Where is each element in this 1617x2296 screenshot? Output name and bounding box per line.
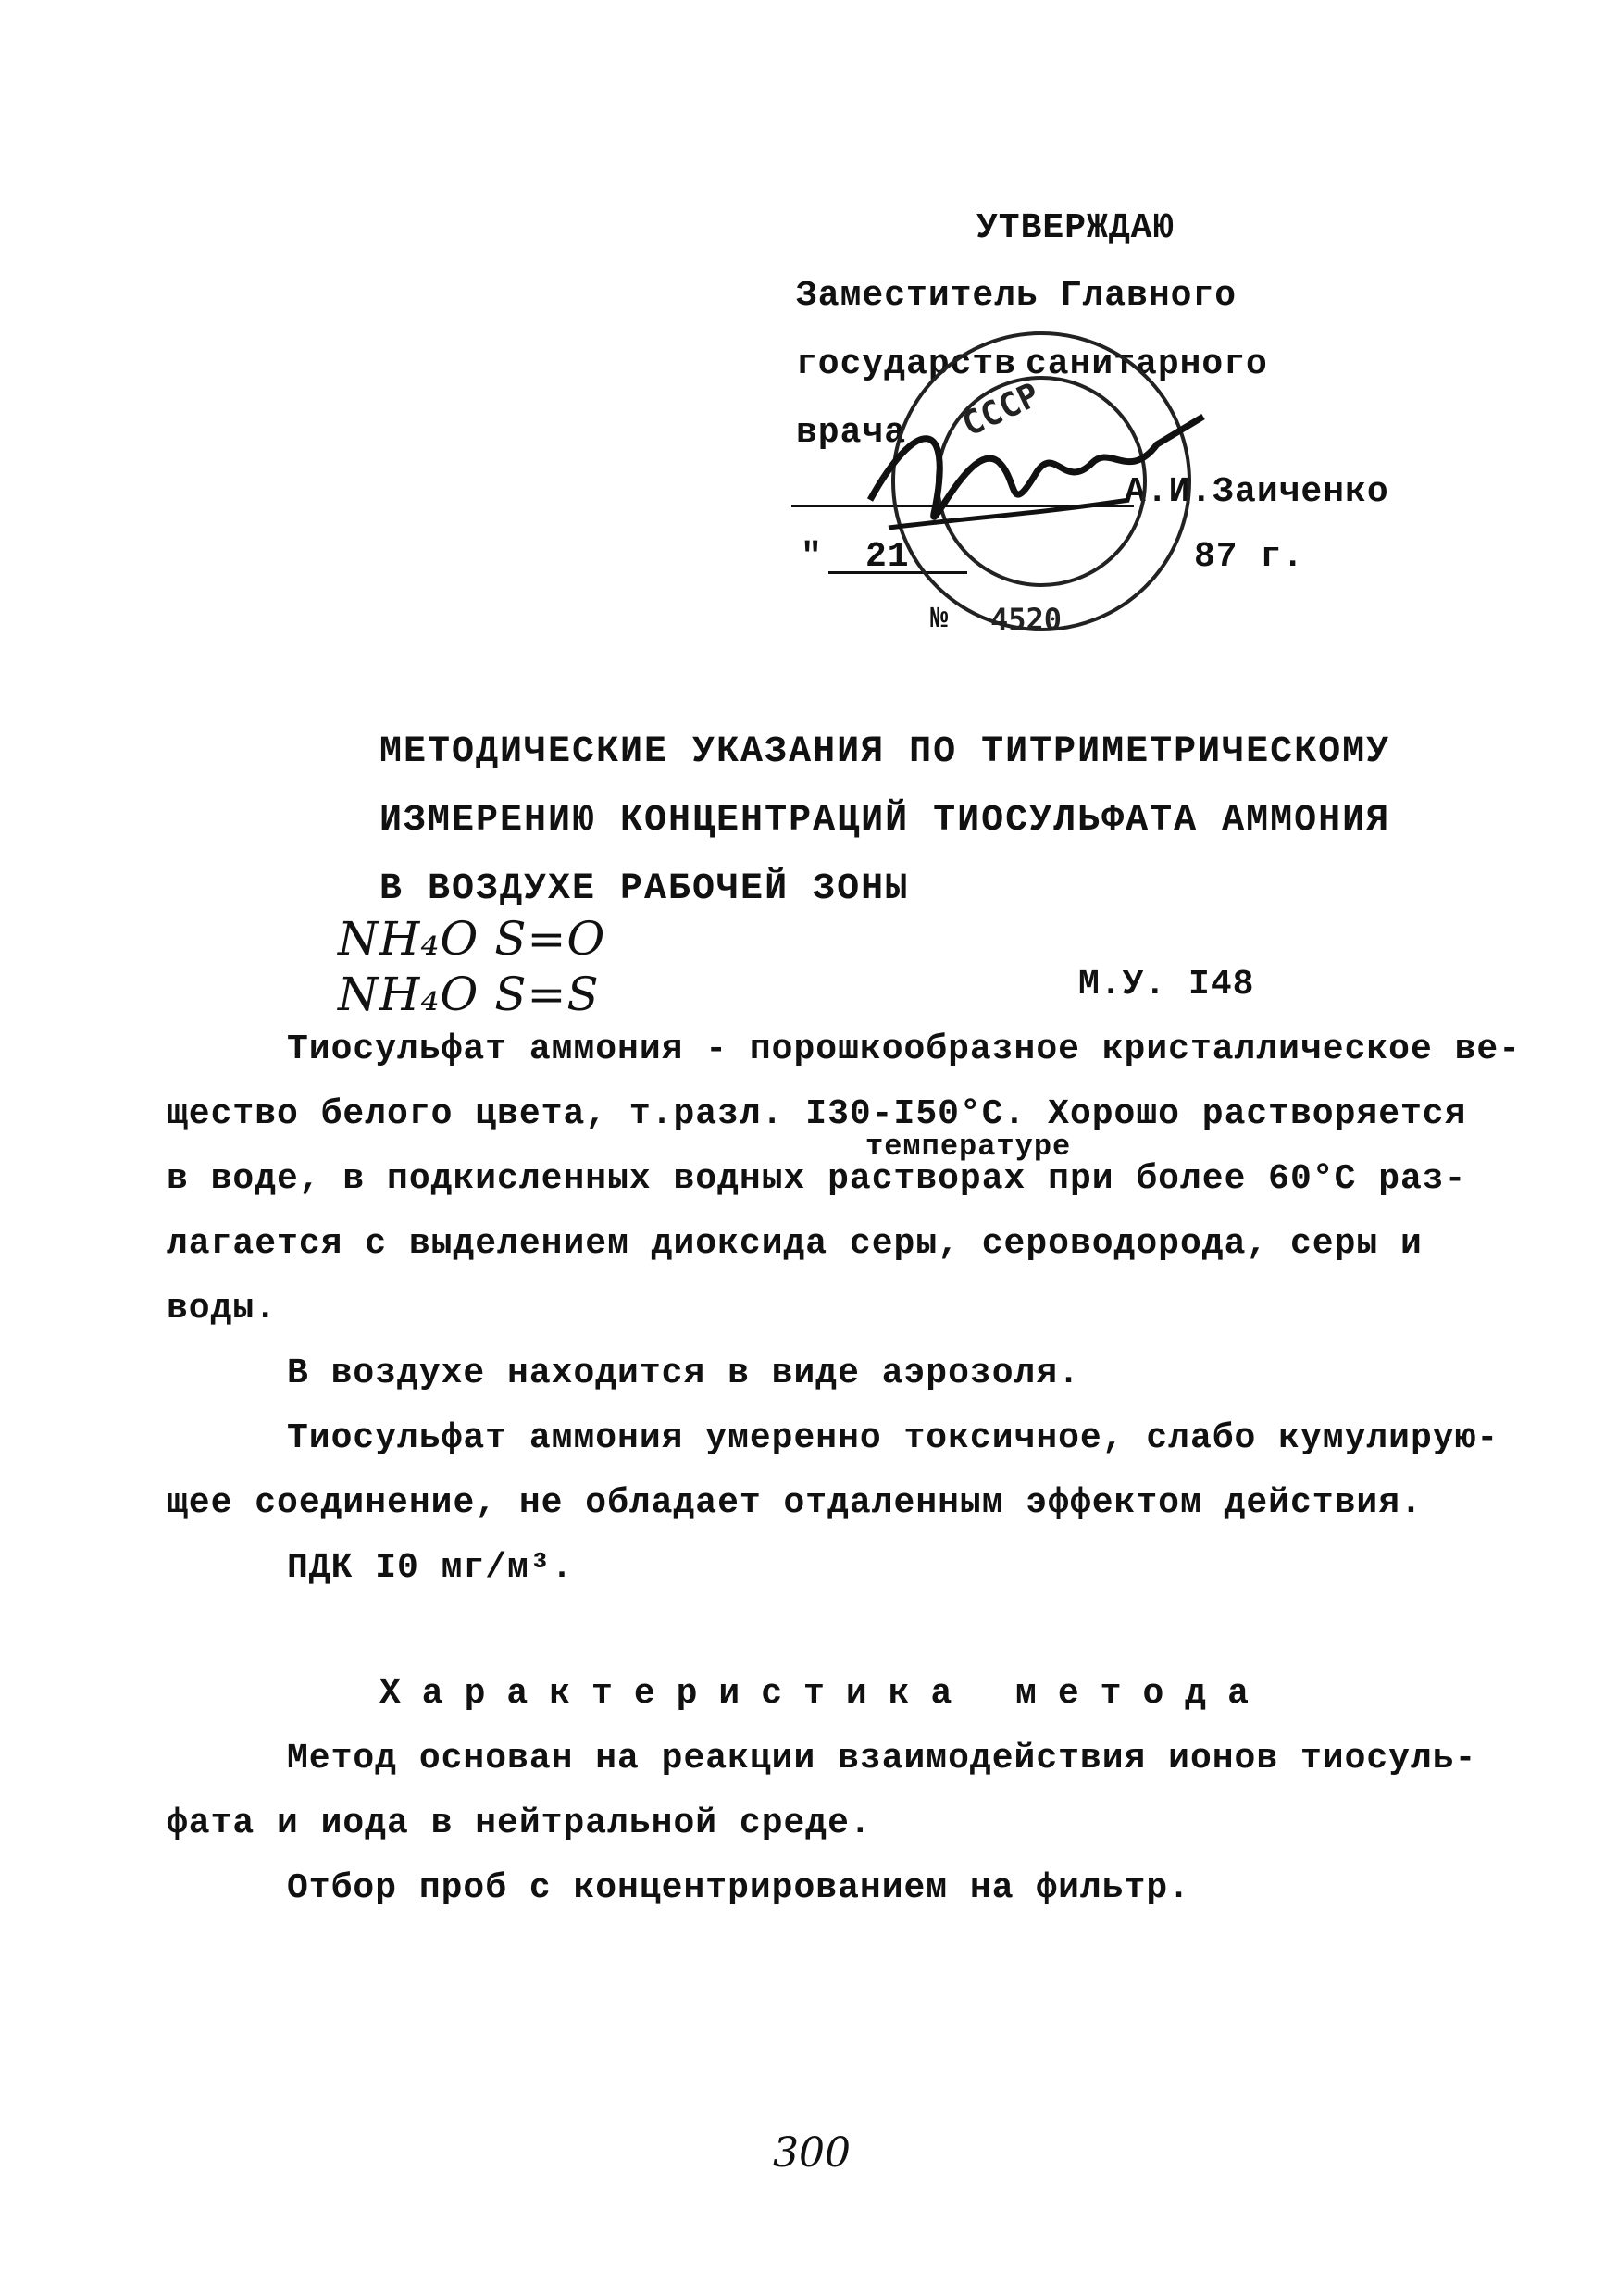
approval-number-label: № [930, 602, 950, 636]
approver-name: А.И.Заиченко [1125, 472, 1389, 512]
approval-date-year: 87 г. [1194, 537, 1305, 577]
approval-position-line2-end: санитарного [1026, 344, 1268, 384]
formula-line1: NH₄O S=O [338, 912, 606, 966]
approval-heading: УТВЕРЖДАЮ [976, 208, 1175, 248]
document-title-line2: ИЗМЕРЕНИЮ КОНЦЕНТРАЦИЙ ТИОСУЛЬФАТА АММОНИЯ [379, 800, 1391, 842]
signature-mark [870, 417, 1203, 517]
body-p2: В воздухе находится в виде аэрозоля. [287, 1354, 1080, 1393]
section-p2: Отбор проб с концентрированием на фильтр. [287, 1868, 1190, 1908]
body-p1-line4: лагается с выделением диоксида серы, сероводорода, серы и [167, 1224, 1423, 1264]
method-code: М.У. I48 [1078, 965, 1255, 1004]
stamp-text: СССР [956, 376, 1046, 444]
signature-flourish [889, 500, 1129, 528]
body-p1-line3: в воде, в подкисленных водных растворах при более 60°С раз- [167, 1159, 1467, 1199]
body-p1-line2: щество белого цвета, т.разл. I30-I50°С. Хорошо растворяется [167, 1094, 1467, 1134]
approval-position-line2-start: государств [796, 344, 1017, 384]
approval-date-day: 21 [865, 537, 910, 577]
body-p1-line5: воды. [167, 1289, 278, 1329]
stamp-number: 4520 [990, 602, 1063, 637]
body-p1-line1: Тиосульфат аммония - порошкообразное кристаллическое ве- [287, 1029, 1522, 1069]
section-p1-line2: фата и иода в нейтральной среде. [167, 1803, 872, 1843]
official-stamp [852, 306, 1222, 657]
approval-date-quote: " [801, 537, 823, 577]
document-title-line1: МЕТОДИЧЕСКИЕ УКАЗАНИЯ ПО ТИТРИМЕТРИЧЕСКОМУ [379, 731, 1391, 773]
body-p3-line1: Тиосульфат аммония умеренно токсичное, слабо кумулирую- [287, 1418, 1499, 1458]
body-p3-line2: щее соединение, не обладает отдаленным эффектом действия. [167, 1483, 1423, 1523]
formula-line2: NH₄O S=S [338, 967, 600, 1021]
inserted-word: температуре [865, 1129, 1072, 1164]
document-title-line3: В ВОЗДУХЕ РАБОЧЕЙ ЗОНЫ [379, 868, 910, 910]
pdk-value: ПДК I0 мг/м³. [287, 1548, 574, 1588]
page-number: 300 [773, 2129, 851, 2177]
approval-position-line1: Заместитель Главного [796, 276, 1238, 316]
section-p1-line1: Метод основан на реакции взаимодействия ионов тиосуль- [287, 1739, 1477, 1778]
section-heading: Характеристика метода [379, 1674, 1270, 1714]
approval-position-line3: врача [796, 413, 907, 453]
